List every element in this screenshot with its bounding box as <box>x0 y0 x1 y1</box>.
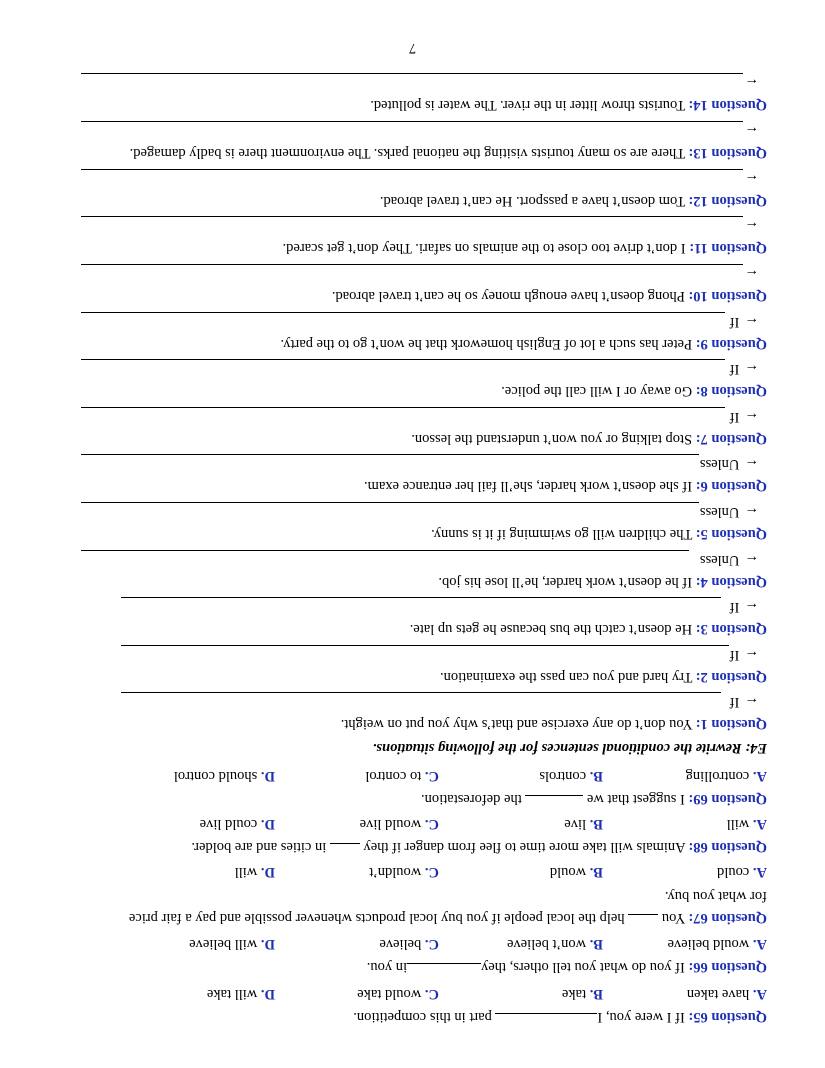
rewrite-question-9: Question 9: Peter has such a lot of English homework that he won’t go to the party. <box>280 336 767 352</box>
rewrite-question-14: Question 14: Tourists throw litter in the river. The water is polluted. <box>370 97 767 113</box>
option-a[interactable]: A. will <box>726 816 767 832</box>
question-text-after: the deforestation. <box>421 791 522 807</box>
answer-prompt: If <box>729 647 740 663</box>
answer-prompt: Unless <box>699 552 740 568</box>
option-c[interactable]: C. wouldn’t <box>369 864 439 880</box>
option-b[interactable]: B. would <box>549 864 603 880</box>
arrow-icon: ← <box>744 123 759 139</box>
answer-blank[interactable] <box>407 963 481 976</box>
answer-underline[interactable] <box>81 216 743 217</box>
answer-underline[interactable] <box>81 121 743 122</box>
question-text-before: If I were you, I <box>597 1009 685 1025</box>
answer-line-3 <box>730 598 759 615</box>
rewrite-question-7: Question 7: Stop talking or you won’t understand the lesson. <box>411 431 767 447</box>
rewrite-question-1: Question 1: You don’t do any exercise and that’s why you put on weight. <box>340 716 767 732</box>
answer-line-7 <box>730 408 759 425</box>
question-text-before: Animals will take more time to flee from danger if they <box>363 839 686 855</box>
question-text-after: in you. <box>366 959 408 975</box>
question-text-before: If you do what you tell others, they <box>481 959 685 975</box>
rewrite-question-6: Question 6: If she doesn’t work harder, she’ll fail her entrance exam. <box>363 478 767 494</box>
arrow-icon: ← <box>744 314 759 330</box>
arrow-icon: ← <box>744 456 759 472</box>
question-69 <box>40 790 767 808</box>
answer-prompt: Unless <box>699 504 740 520</box>
option-a[interactable]: A. could <box>717 864 767 880</box>
question-number: Question 65: <box>688 1009 767 1025</box>
page-number: 7 <box>408 40 417 56</box>
answer-line-6 <box>700 455 759 472</box>
rewrite-question-10: Question 10: Phong doesn’t have enough money so he can’t travel abroad. <box>331 288 767 304</box>
question-text-after: help the local people if you buy local products whenever possible and pay a fair price <box>128 910 625 926</box>
options-69 <box>40 767 767 784</box>
answer-underline[interactable] <box>81 169 743 170</box>
answer-underline[interactable] <box>81 264 743 265</box>
answer-line-1 <box>730 693 759 710</box>
option-d[interactable]: D. will take <box>206 986 275 1002</box>
option-b[interactable]: B. live <box>564 816 603 832</box>
options-67 <box>40 863 767 880</box>
question-text-after: part in this competition. <box>353 1009 492 1025</box>
answer-prompt: If <box>729 599 740 615</box>
answer-underline[interactable] <box>81 407 725 408</box>
option-d[interactable]: D. should control <box>173 768 275 784</box>
answer-underline[interactable] <box>81 312 725 313</box>
answer-underline[interactable] <box>81 454 699 455</box>
answer-blank[interactable] <box>525 795 583 808</box>
rewrite-question-12: Question 12: Tom doesn’t have a passport. He can’t travel abroad. <box>379 193 767 209</box>
rewrite-question-8: Question 8: Go away or I will call the police. <box>501 383 767 399</box>
answer-prompt: If <box>729 694 740 710</box>
option-d[interactable]: D. will believe <box>189 936 275 952</box>
answer-prompt: If <box>729 314 740 330</box>
question-65 <box>40 1008 767 1026</box>
answer-prompt: If <box>729 409 740 425</box>
arrow-icon: ← <box>744 218 759 234</box>
arrow-icon: ← <box>744 599 759 615</box>
arrow-icon: ← <box>744 266 759 282</box>
option-c[interactable]: C. to control <box>365 768 439 784</box>
question-number: Question 69: <box>688 791 767 807</box>
arrow-icon: ← <box>744 694 759 710</box>
answer-underline[interactable] <box>81 73 743 74</box>
question-66 <box>40 958 767 976</box>
question-67-continued: for what you buy. <box>664 888 767 904</box>
question-text-before: You <box>661 910 686 926</box>
option-d[interactable]: D. will <box>234 864 275 880</box>
arrow-icon: ← <box>744 504 759 520</box>
answer-line-4 <box>700 551 759 568</box>
answer-prompt: Unless <box>699 456 740 472</box>
options-66 <box>40 935 767 952</box>
options-65 <box>40 985 767 1002</box>
answer-line-13 <box>743 122 759 139</box>
rewrite-question-5: Question 5: The children will go swimming if it is sunny. <box>431 526 767 542</box>
question-text-before: I suggest that we <box>586 791 685 807</box>
option-c[interactable]: C. would take <box>357 986 439 1002</box>
arrow-icon: ← <box>744 361 759 377</box>
question-number: Question 66: <box>688 959 767 975</box>
answer-underline[interactable] <box>121 692 721 693</box>
question-68 <box>40 838 767 856</box>
option-a[interactable]: A. would believe <box>667 936 767 952</box>
option-b[interactable]: B. take <box>561 986 603 1002</box>
section-title: E4: Rewrite the conditional sentences for the following situations. <box>372 740 767 756</box>
answer-underline[interactable] <box>121 597 721 598</box>
arrow-icon: ← <box>744 647 759 663</box>
answer-underline[interactable] <box>121 645 729 646</box>
question-number: Question 68: <box>688 839 767 855</box>
answer-line-10 <box>743 265 759 282</box>
option-a[interactable]: A. controlling <box>685 768 767 784</box>
answer-line-2 <box>730 646 759 663</box>
answer-line-11 <box>743 217 759 234</box>
rewrite-question-4: Question 4: If he doesn’t work harder, he’ll lose his job. <box>438 574 767 590</box>
answer-blank[interactable] <box>330 843 360 856</box>
answer-line-12 <box>743 170 759 187</box>
arrow-icon: ← <box>744 75 759 91</box>
rewrite-question-2: Question 2: Try hard and you can pass the examination. <box>439 669 767 685</box>
option-c[interactable]: C. believe <box>379 936 439 952</box>
option-c[interactable]: C. would live <box>359 816 439 832</box>
rewrite-question-13: Question 13: There are so many tourists visiting the national parks. The environment there is badly damaged. <box>129 145 767 161</box>
option-a[interactable]: A. have taken <box>686 986 767 1002</box>
answer-underline[interactable] <box>81 550 689 551</box>
question-text-after: in cities and are bolder. <box>191 839 327 855</box>
rewrite-question-11: Question 11: I don’t drive too close to the animals on safari. They don’t get scared. <box>282 240 767 256</box>
answer-line-8 <box>730 360 759 377</box>
question-number: Question 67: <box>688 910 767 926</box>
arrow-icon: ← <box>744 552 759 568</box>
answer-prompt: If <box>729 361 740 377</box>
answer-underline[interactable] <box>81 502 699 503</box>
option-d[interactable]: D. could live <box>199 816 275 832</box>
option-b[interactable]: B. controls <box>539 768 603 784</box>
option-b[interactable]: B. won’t believe <box>507 936 603 952</box>
arrow-icon: ← <box>744 171 759 187</box>
answer-line-5 <box>700 503 759 520</box>
answer-line-9 <box>730 313 759 330</box>
question-67 <box>40 909 767 927</box>
answer-blank[interactable] <box>495 1013 597 1026</box>
rewrite-question-3: Question 3: He doesn’t catch the bus because he gets up late. <box>409 621 767 637</box>
arrow-icon: ← <box>744 409 759 425</box>
options-68 <box>40 815 767 832</box>
answer-underline[interactable] <box>81 359 725 360</box>
answer-blank[interactable] <box>628 914 658 927</box>
answer-line-14 <box>743 74 759 91</box>
